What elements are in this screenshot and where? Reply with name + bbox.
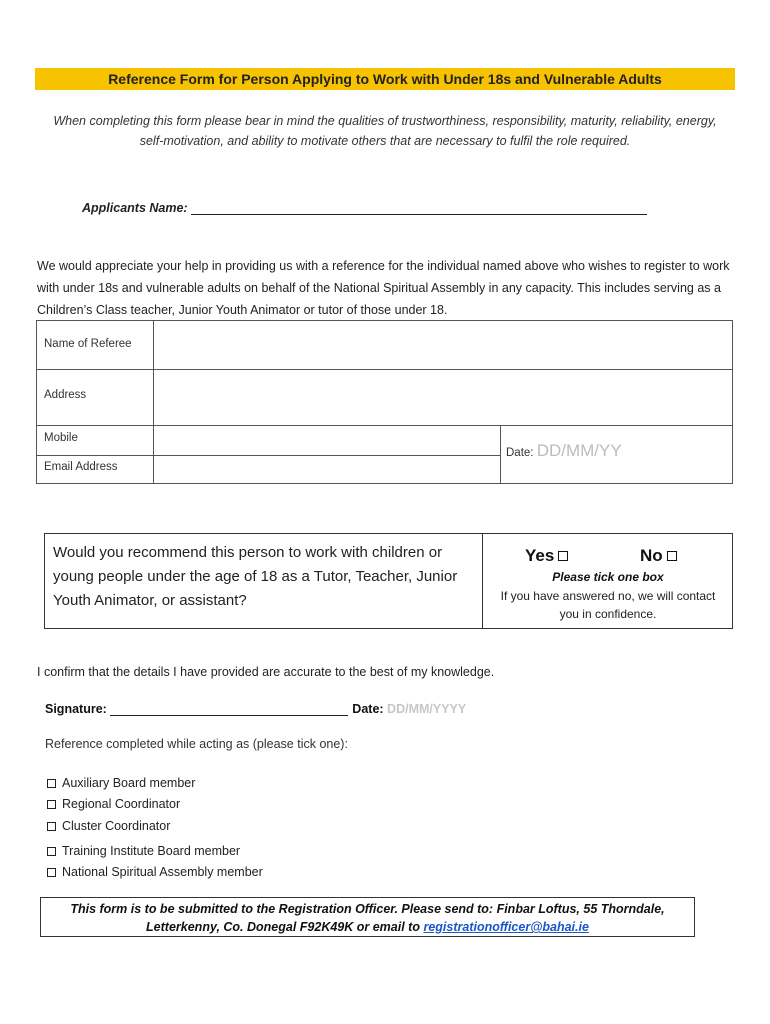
signature-row — [45, 701, 466, 716]
recommendation-box — [44, 533, 733, 629]
registration-email-link[interactable]: registrationofficer@bahai.ie — [423, 920, 589, 934]
referee-name-input[interactable] — [154, 322, 732, 368]
email-input[interactable] — [154, 456, 499, 483]
recommend-question: Would you recommend this person to work with children or young people under the age of 18 as a Tutor, Teacher, Junior Youth Animator, or assistant? — [53, 544, 458, 609]
role-option-regional-coordinator[interactable] — [47, 797, 180, 811]
role-label: Training Institute Board member — [62, 844, 241, 858]
applicant-name-label: Applicants Name: — [82, 201, 188, 215]
no-option[interactable] — [640, 546, 677, 566]
no-label: No — [640, 546, 663, 565]
confirmation-text: I confirm that the details I have provided are accurate to the best of my knowledge. — [37, 665, 495, 679]
role-option-auxiliary-board[interactable] — [47, 776, 195, 790]
mobile-label: Mobile — [44, 432, 78, 444]
footer-text: This form is to be submitted to the Registration Officer. Please send to: Finbar Loftus, 55 Thorndale, Letterkenny, Co. Donegal F92K49K or email to — [70, 902, 665, 934]
yes-label: Yes — [525, 546, 555, 565]
intro-text: When completing this form please bear in mind the qualities of trustworthiness, responsibility, maturity, reliability, energy, self-motivation, and ability to motivate others that are necessary to fulfil the role required. — [53, 114, 717, 148]
referee-details-table — [36, 320, 733, 484]
tick-instruction: Please tick one box — [552, 570, 664, 584]
form-title: Reference Form for Person Applying to Work with Under 18s and Vulnerable Adults — [35, 68, 735, 90]
request-paragraph: We would appreciate your help in providing us with a reference for the individual named above who wishes to register to work with under 18s and vulnerable adults on behalf of the National Spiritual Assembly in any capacity. This includes serving as a Children’s Class teacher, Junior Youth Animator or tutor of those under 18. — [37, 259, 730, 317]
signature-date-placeholder[interactable]: DD/MM/YYYY — [387, 702, 467, 716]
checkbox-icon[interactable] — [47, 800, 56, 809]
signature-date-label: Date: — [352, 702, 384, 716]
yes-checkbox[interactable] — [558, 551, 568, 561]
applicant-name-field[interactable] — [82, 200, 647, 215]
role-label: Cluster Coordinator — [62, 819, 171, 833]
role-label: National Spiritual Assembly member — [62, 865, 263, 879]
checkbox-icon[interactable] — [47, 822, 56, 831]
checkbox-icon[interactable] — [47, 868, 56, 877]
date-field[interactable] — [506, 441, 622, 461]
checkbox-icon[interactable] — [47, 847, 56, 856]
date-placeholder: DD/MM/YY — [536, 441, 622, 460]
submission-instructions — [40, 897, 695, 937]
email-label: Email Address — [44, 461, 118, 473]
signature-label: Signature: — [45, 702, 107, 716]
mobile-input[interactable] — [154, 426, 499, 454]
role-option-training-institute[interactable] — [47, 844, 240, 858]
no-answer-note: If you have answered no, we will contact you in confidence. — [500, 589, 716, 621]
role-option-nsa-member[interactable] — [47, 865, 263, 879]
role-label: Regional Coordinator — [62, 797, 181, 811]
acting-as-label: Reference completed while acting as (please tick one): — [45, 737, 348, 751]
no-checkbox[interactable] — [667, 551, 677, 561]
referee-name-label: Name of Referee — [44, 338, 132, 350]
yes-option[interactable] — [525, 546, 568, 566]
role-label: Auxiliary Board member — [62, 776, 196, 790]
role-option-cluster-coordinator[interactable] — [47, 819, 170, 833]
signature-line[interactable] — [110, 701, 348, 716]
checkbox-icon[interactable] — [47, 779, 56, 788]
applicant-name-line[interactable] — [191, 200, 647, 215]
address-input[interactable] — [154, 370, 732, 424]
date-label: Date: — [506, 447, 534, 459]
address-label: Address — [44, 389, 87, 401]
